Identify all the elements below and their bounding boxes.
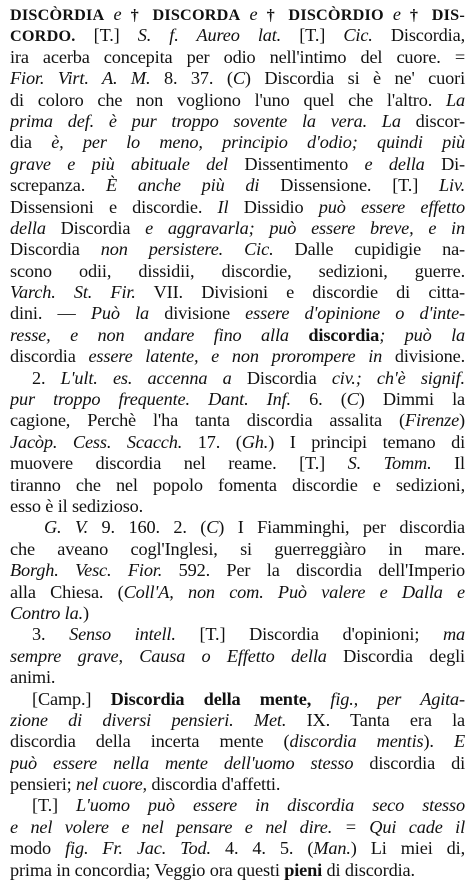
text-run: discordia di	[353, 752, 465, 773]
italic-text: può essere nella mente dell'uomo stesso	[10, 752, 354, 773]
text-run: screpanza.	[10, 175, 106, 196]
entry-line	[10, 90, 465, 111]
italic-text: e aggravarla; può essere breve, e in	[145, 217, 465, 238]
text-run: ) Dimmi la	[358, 389, 465, 410]
headword: † DISCÒRDIO	[266, 6, 384, 24]
text-run: prima in concordia; Veggio ora questi	[10, 859, 285, 880]
text-run: esso è il sedizioso.	[10, 495, 144, 516]
entry-line	[10, 218, 465, 239]
text-run: cagione, Perchè l'ha tanta discordia assalita (	[10, 410, 405, 431]
entry-line	[10, 325, 465, 346]
text-run: VII. Divisioni e discordie di cittа-	[135, 282, 465, 303]
text-run: [T.]	[281, 25, 344, 46]
text-run: ) Discordia si è ne' cuori	[244, 68, 465, 89]
italic-text: C	[346, 389, 359, 410]
italic-text: e	[383, 4, 410, 24]
text-run: ira acerba concepita per odio nell'intimo del cuore. =	[10, 46, 465, 67]
italic-text: È anche più di	[106, 175, 260, 196]
text-run: [T.]	[75, 25, 138, 46]
italic-text: sempre grave, Causa o Effetto della	[10, 645, 327, 666]
italic-text: S. f. Aureo lat.	[137, 25, 282, 46]
text-run: ) I Fiamminghi, per discordia	[218, 517, 465, 538]
text-run: ) I principi temano di	[268, 431, 465, 452]
entry-line	[10, 239, 465, 260]
entry-line	[10, 175, 465, 196]
entry-line	[10, 539, 465, 560]
entry-line	[10, 517, 465, 538]
text-run: divisione.	[382, 346, 465, 367]
italic-text: C	[232, 68, 245, 89]
italic-text: civ.; ch'è signif.	[331, 367, 465, 388]
italic-text: Borgh. Vesc. Fior.	[10, 560, 163, 581]
text-run: discor-	[400, 110, 465, 131]
text-run: pensieri;	[10, 774, 77, 795]
text-run: dia	[10, 132, 52, 153]
text-run: [T.] Discordia d'opinioni;	[175, 624, 443, 645]
italic-text: fig., per Agita-	[311, 688, 465, 709]
entry-line	[10, 710, 465, 731]
entry-line	[10, 774, 465, 795]
entry-line	[10, 667, 465, 688]
entry-line	[10, 646, 465, 667]
entry-line	[10, 560, 465, 581]
text-run: dini. —	[10, 303, 91, 324]
entry-line	[10, 368, 465, 389]
text-run: Di-	[424, 153, 465, 174]
italic-text: e	[240, 4, 267, 24]
italic-text: C	[206, 517, 219, 538]
entry-line	[10, 475, 465, 496]
italic-text: essere d'opinione o d'inte-	[245, 303, 465, 324]
entry-line	[10, 731, 465, 752]
text-run: Discordia	[10, 239, 101, 260]
text-run: Discordia	[231, 367, 332, 388]
entry-line	[10, 410, 465, 431]
headword: CORDO.	[10, 27, 76, 46]
text-run: divisione	[149, 303, 246, 324]
text-run: Dissentimento	[227, 153, 365, 174]
italic-text: La	[445, 89, 465, 110]
text-run: ) Li miei di,	[350, 838, 465, 859]
italic-text: Cic.	[343, 25, 373, 46]
text-run: muovere discordia nel reame. [T.]	[10, 453, 348, 474]
entry-line	[10, 261, 465, 282]
italic-text: prima def. è pur troppo sovente la vera. La	[10, 110, 401, 131]
text-run: Dalle cupidigie na-	[273, 239, 465, 260]
italic-text: Gh.	[241, 431, 269, 452]
entry-line	[10, 753, 465, 774]
text-run: di coloro che non vogliono l'uno quel che l'altro.	[10, 89, 446, 110]
italic-text: è, per lo meno, principio d'odio; quindi più	[51, 132, 465, 153]
italic-text: Può la	[90, 303, 150, 324]
text-run: )	[83, 602, 89, 623]
entry-line	[10, 68, 465, 89]
text-run: Dissensioni e discordie.	[10, 196, 218, 217]
text-run: discordia	[10, 346, 89, 367]
text-run: di discordia.	[322, 859, 415, 880]
italic-text: discordia mentis	[289, 731, 424, 752]
text-run: scono odii, dissidii, discordie, sedizioni, guerre.	[10, 260, 465, 281]
italic-text: Fior. Virt. A. M.	[10, 68, 151, 89]
entry-line	[10, 689, 465, 710]
entry-line	[10, 132, 465, 153]
italic-text: Contro la.	[10, 602, 83, 623]
entry-line	[10, 603, 465, 624]
text-run: 8. 37. (	[150, 68, 233, 89]
bold-text: discordia	[288, 324, 380, 345]
entry-line	[10, 346, 465, 367]
italic-text: fig. Fr. Jac. Tod.	[65, 838, 211, 859]
headword: † DISCORDA	[130, 6, 241, 24]
italic-text: zione di diversi pensieri. Met.	[10, 709, 287, 730]
italic-text: ma	[442, 624, 465, 645]
text-run: [T.]	[32, 795, 77, 816]
italic-text: essere latente, e non prorompere in	[88, 346, 383, 367]
italic-text: grave e più abituale del	[10, 153, 228, 174]
text-run: discordia della incerta mente (	[10, 731, 290, 752]
headword: † DIS-	[409, 6, 465, 24]
italic-text: e	[104, 4, 131, 24]
entry-line	[10, 624, 465, 645]
text-run: 4. 4. 5. (	[210, 838, 314, 859]
entry-line	[10, 496, 465, 517]
italic-text: Jacòp. Cess. Scacch.	[10, 431, 183, 452]
text-run: Discordia	[45, 217, 146, 238]
italic-text: e della	[364, 153, 425, 174]
entry-line	[10, 432, 465, 453]
italic-text: Senso intell.	[69, 624, 176, 645]
entry-line	[10, 303, 465, 324]
italic-text: Varch. St. Fir.	[10, 282, 136, 303]
entry-line	[10, 582, 465, 603]
italic-text: può essere effetto	[318, 196, 465, 217]
entry-line	[10, 47, 465, 68]
italic-text: Firenze	[404, 410, 460, 431]
text-run: Discordia degli	[326, 645, 465, 666]
italic-text: resse, e non andare fino alla	[10, 324, 289, 345]
text-run: 17. (	[182, 431, 242, 452]
entry-line	[10, 154, 465, 175]
text-run: 592. Per la discordia dell'Imperio	[162, 560, 465, 581]
text-run: discordia d'affetti.	[146, 774, 281, 795]
text-run: Il	[431, 453, 465, 474]
italic-text: non persistere. Cic.	[100, 239, 274, 260]
text-run: alla Chiesa. (	[10, 581, 124, 602]
text-run: ).	[423, 731, 454, 752]
italic-text: S. Tomm.	[347, 453, 432, 474]
entry-line	[10, 838, 465, 859]
text-run: Dissensione. [T.]	[259, 175, 440, 196]
text-run: IX. Tanta era la	[286, 709, 465, 730]
entry-line	[10, 453, 465, 474]
entry-line	[10, 111, 465, 132]
italic-text: Coll'A, non com. Può valere e Dalla e	[123, 581, 465, 602]
italic-text: Liv.	[439, 175, 465, 196]
entry-line	[10, 197, 465, 218]
text-run: Dissidio	[228, 196, 319, 217]
text-run: modo	[10, 838, 66, 859]
text-run: 3.	[32, 624, 70, 645]
bold-text: Discordia della mente,	[110, 688, 312, 709]
italic-text: L'uomo può essere in discordia seco stesso	[76, 795, 465, 816]
italic-text: nel cuore,	[76, 774, 147, 795]
entry-line	[10, 25, 465, 46]
entry-line	[10, 389, 465, 410]
text-run: 2.	[32, 367, 61, 388]
italic-text: pur troppo frequente. Dant. Inf.	[10, 389, 291, 410]
text-run: animi.	[10, 667, 56, 688]
entry-line	[10, 795, 465, 816]
italic-text: della	[10, 217, 46, 238]
italic-text: E	[453, 731, 465, 752]
text-run: tiranno che nel popolo fomenta discordie e sedizioni,	[10, 474, 465, 495]
text-run: che aveano cogl'Inglesi, si guerreggiàro in mare.	[10, 538, 465, 559]
text-run: Discordia,	[372, 25, 465, 46]
text-run: )	[459, 410, 465, 431]
headword: DISCÒRDIA	[10, 6, 105, 24]
italic-text: e nel volere e nel pensare e nel dire. = Qui cade il	[10, 816, 465, 837]
text-run: 6. (	[290, 389, 347, 410]
entry-line	[10, 817, 465, 838]
text-run: 9. 160. 2. (	[88, 517, 207, 538]
italic-text: G. V.	[44, 517, 89, 538]
entry-line	[10, 4, 465, 25]
italic-text: Il	[217, 196, 229, 217]
text-run: [Camp.]	[32, 688, 111, 709]
italic-text: ; può la	[379, 324, 465, 345]
italic-text: L'ult. es. accenna a	[60, 367, 232, 388]
bold-text: pieni	[284, 859, 323, 880]
italic-text: Man.	[313, 838, 351, 859]
entry-line	[10, 282, 465, 303]
